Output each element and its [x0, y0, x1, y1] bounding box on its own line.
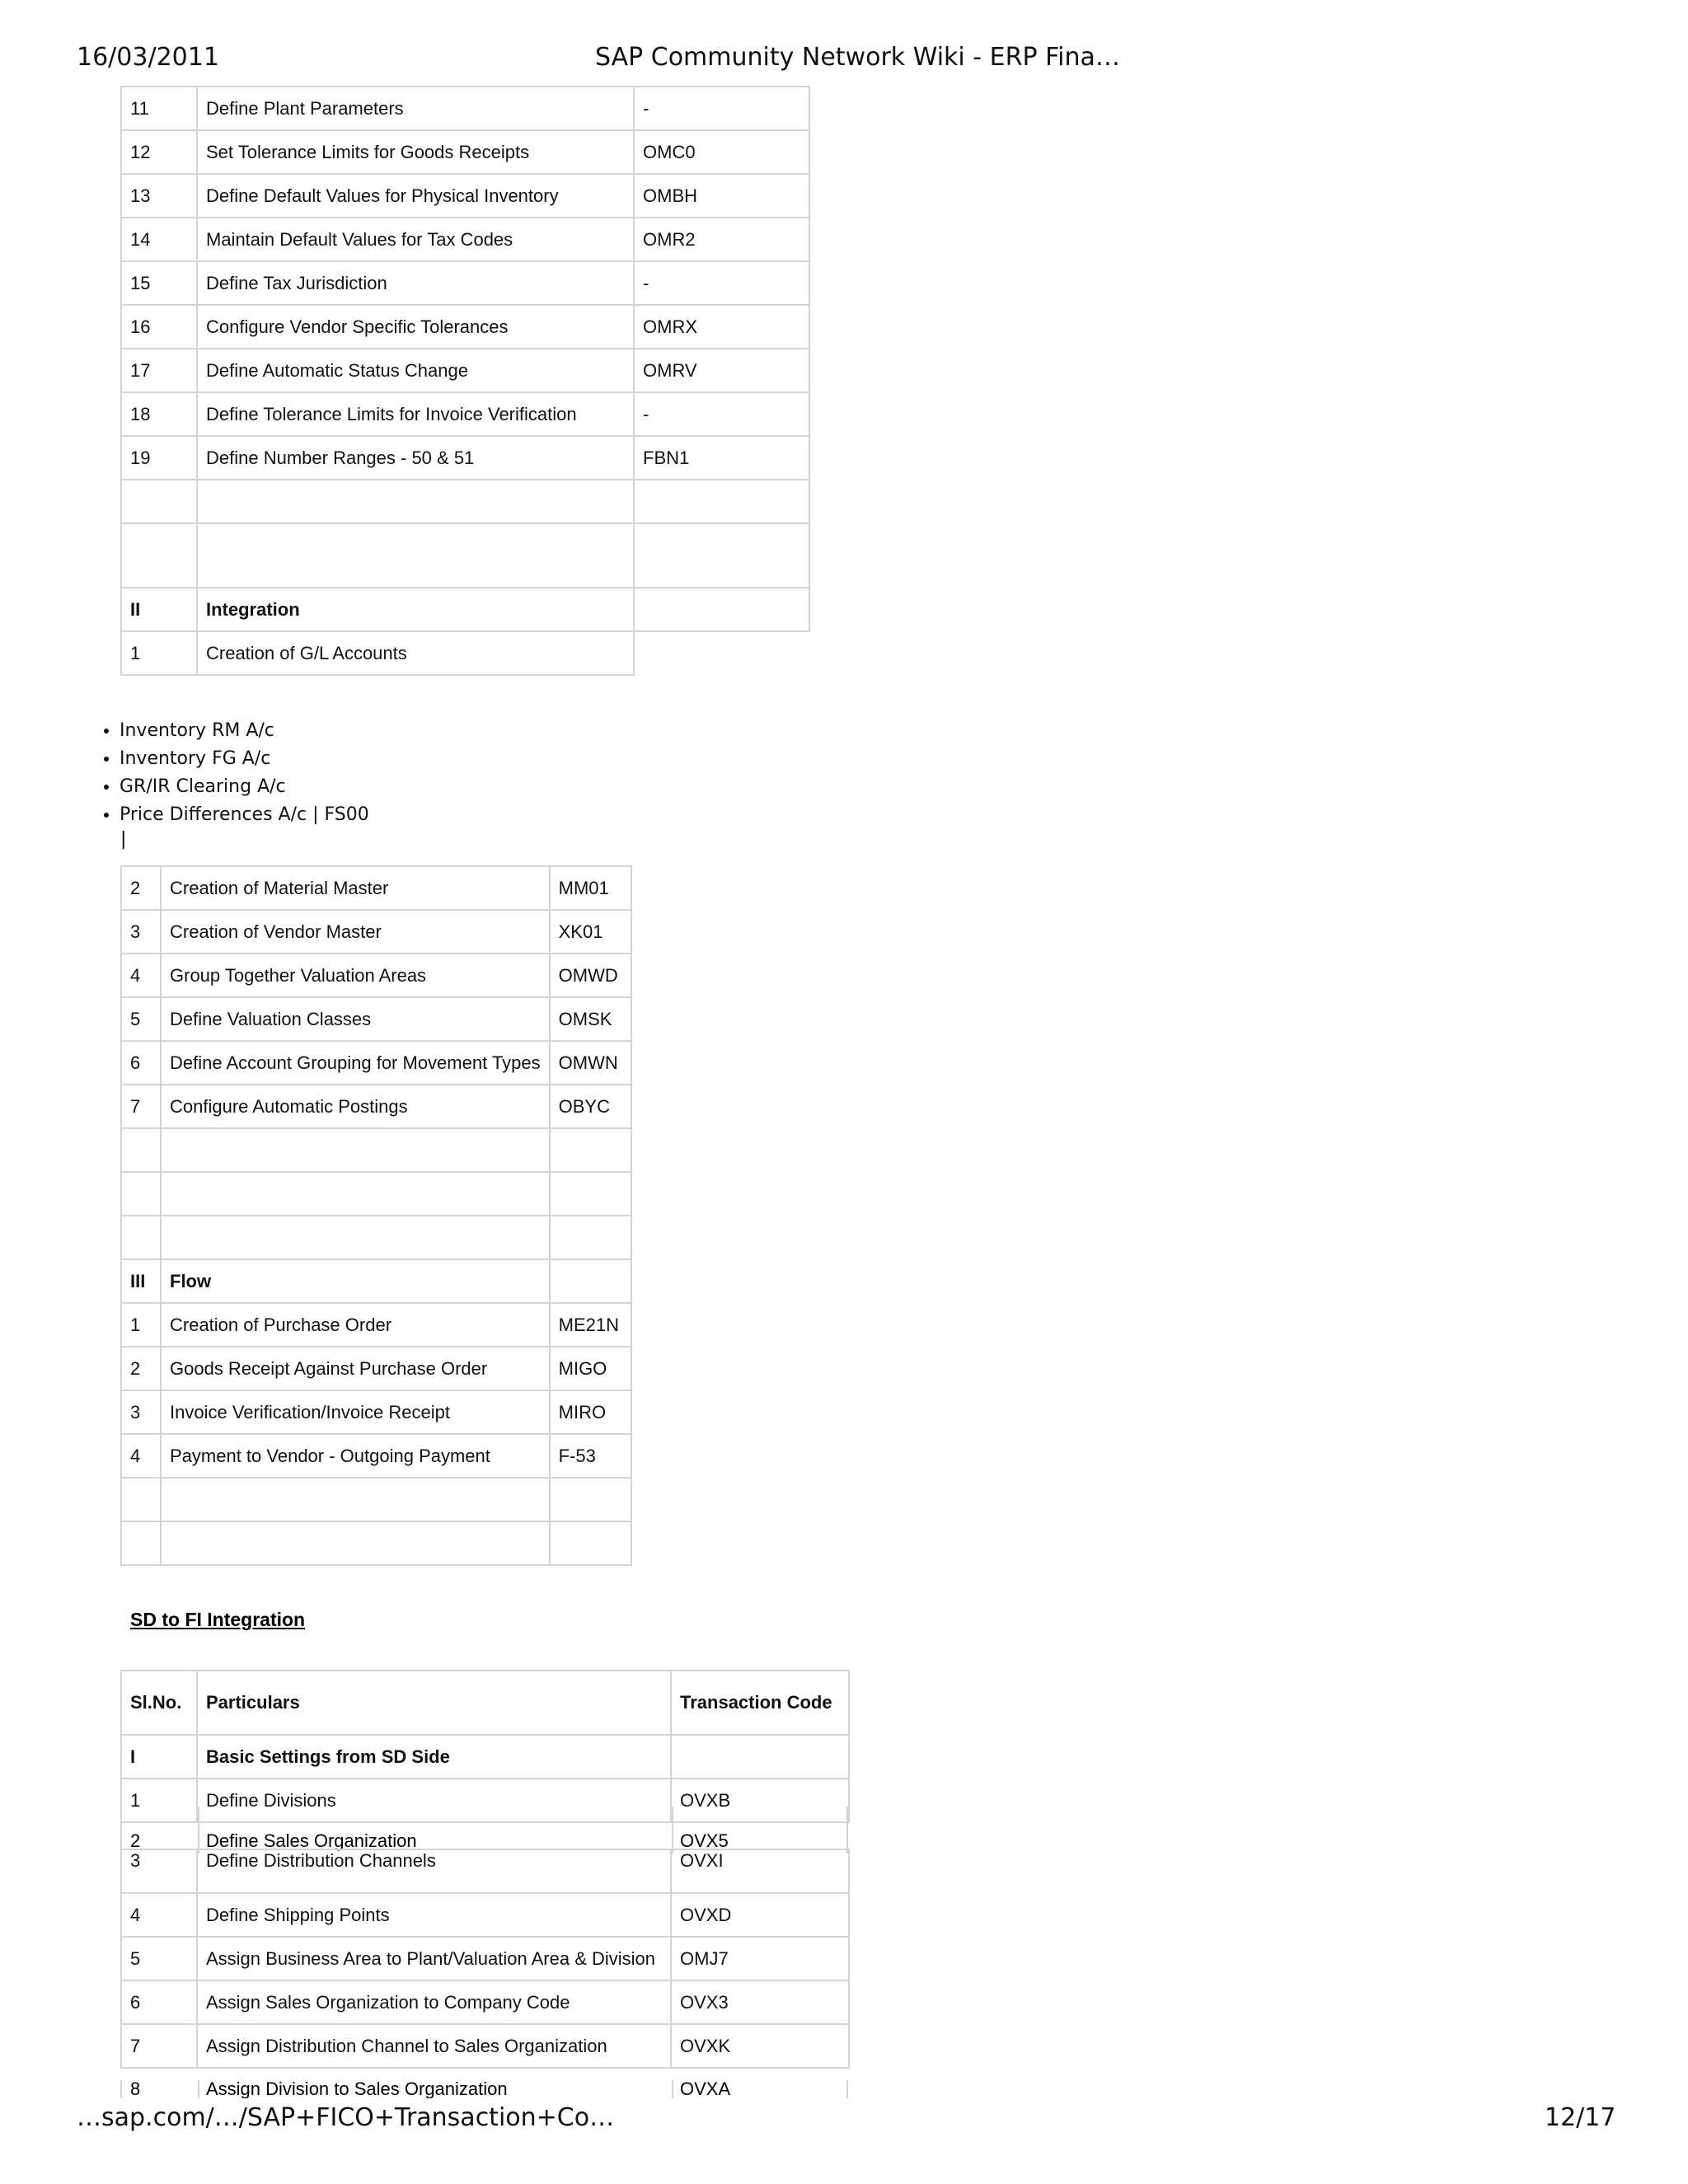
row-number: 8	[130, 2080, 141, 2098]
table-row	[121, 1303, 631, 1347]
row-tcode: OMJ7	[671, 1937, 849, 1980]
row-tcode: MIRO	[550, 1390, 631, 1434]
empty-row	[121, 480, 809, 523]
row-particulars: Define Valuation Classes	[161, 997, 550, 1041]
row-number: 2	[130, 1830, 141, 1851]
stray-pipe: |	[120, 829, 127, 850]
table-row	[121, 218, 809, 261]
row-particulars: Define Tolerance Limits for Invoice Verification	[197, 392, 634, 436]
row-particulars: Assign Distribution Channel to Sales Organization	[197, 2024, 671, 2068]
row-number: 12	[121, 130, 197, 174]
print-url: …sap.com/…/SAP+FICO+Transaction+Co…	[77, 2103, 615, 2132]
row-tcode: OBYC	[550, 1085, 631, 1128]
table-row	[121, 1893, 849, 1937]
row-number: 7	[121, 2024, 197, 2068]
row-number: 5	[121, 1937, 197, 1980]
print-date: 16/03/2011	[77, 43, 219, 72]
row-number: 13	[121, 174, 197, 218]
table-row	[121, 1347, 631, 1390]
row-particulars: Define Number Ranges - 50 & 51	[197, 436, 634, 480]
table-row	[121, 1849, 849, 1893]
row-tcode: OMC0	[634, 130, 809, 174]
row-particulars: Configure Automatic Postings	[161, 1085, 550, 1128]
row-tcode: OMRX	[634, 305, 809, 349]
row-particulars: Define Shipping Points	[197, 1893, 671, 1937]
row-tcode: XK01	[550, 910, 631, 954]
row-number: 7	[121, 1085, 161, 1128]
table-row	[121, 174, 809, 218]
row-tcode: OVXA	[680, 2080, 731, 2098]
row-particulars: Define Distribution Channels	[197, 1849, 671, 1893]
row-particulars: Define Plant Parameters	[197, 87, 634, 130]
empty-row	[121, 523, 809, 588]
row-particulars: Assign Division to Sales Organization	[206, 2080, 508, 2098]
row-tcode: ME21N	[550, 1303, 631, 1347]
row-particulars: Define Tax Jurisdiction	[197, 261, 634, 305]
section-row	[121, 1735, 849, 1779]
row-particulars: Define Automatic Status Change	[197, 349, 634, 392]
row-number: 1	[121, 631, 197, 675]
row-particulars: Assign Business Area to Plant/Valuation Area & Division	[197, 1937, 671, 1980]
row-number: 2	[121, 866, 161, 910]
row-tcode: OMSK	[550, 997, 631, 1041]
section-row	[121, 1259, 631, 1303]
row-number: 4	[121, 1893, 197, 1937]
row-tcode: -	[634, 87, 809, 130]
column-header-no: Sl.No.	[121, 1671, 197, 1735]
row-number: 4	[121, 954, 161, 997]
list-item: • Inventory FG A/c	[120, 745, 369, 773]
row-tcode: MIGO	[550, 1347, 631, 1390]
empty-row	[121, 1521, 631, 1565]
table-row	[121, 1980, 849, 2024]
row-number: 15	[121, 261, 197, 305]
section-row	[121, 588, 809, 631]
row-number: 17	[121, 349, 197, 392]
integration-flow-table	[120, 865, 632, 1566]
row-number: 4	[121, 1434, 161, 1478]
table-row	[121, 997, 631, 1041]
row-tcode: OVX5	[680, 1830, 729, 1851]
row-particulars: Creation of Vendor Master	[161, 910, 550, 954]
gl-accounts-list	[88, 717, 369, 829]
row-particulars: Define Account Grouping for Movement Types	[161, 1041, 550, 1085]
row-tcode: OMRV	[634, 349, 809, 392]
table-row	[121, 87, 809, 130]
table-row	[121, 866, 631, 910]
cut-table-row	[120, 2080, 848, 2098]
row-number: 2	[121, 1347, 161, 1390]
table-row	[121, 1085, 631, 1128]
table-row	[121, 1390, 631, 1434]
row-tcode: -	[634, 392, 809, 436]
table-row	[121, 1434, 631, 1478]
row-number: 16	[121, 305, 197, 349]
table-row	[121, 261, 809, 305]
row-number: 6	[121, 1041, 161, 1085]
page-number: 12/17	[1545, 2103, 1616, 2132]
table-row	[121, 436, 809, 480]
row-number: 19	[121, 436, 197, 480]
row-tcode: MM01	[550, 866, 631, 910]
section-title: Flow	[161, 1259, 550, 1303]
row-tcode: FBN1	[634, 436, 809, 480]
cut-table-row	[120, 1807, 848, 1854]
table-row	[121, 305, 809, 349]
sd-fi-table	[120, 1670, 850, 1823]
table-row	[121, 631, 809, 675]
row-number: 6	[121, 1980, 197, 2024]
row-particulars: Define Divisions	[197, 1779, 671, 1822]
column-header-tcode: Transaction Code	[671, 1671, 849, 1735]
section-heading: SD to FI Integration	[130, 1609, 306, 1630]
section-title: Basic Settings from SD Side	[197, 1735, 671, 1779]
row-particulars: Assign Sales Organization to Company Code	[197, 1980, 671, 2024]
row-number: 5	[121, 997, 161, 1041]
section-number: I	[121, 1735, 197, 1779]
row-number: 14	[121, 218, 197, 261]
row-particulars: Set Tolerance Limits for Goods Receipts	[197, 130, 634, 174]
table-row	[121, 392, 809, 436]
row-tcode: OVXK	[671, 2024, 849, 2068]
mm-config-table	[120, 86, 810, 676]
list-item: • GR/IR Clearing A/c	[120, 773, 369, 801]
row-tcode: OMR2	[634, 218, 809, 261]
row-particulars: Goods Receipt Against Purchase Order	[161, 1347, 550, 1390]
table-row	[121, 2024, 849, 2068]
section-number: III	[121, 1259, 161, 1303]
row-particulars: Configure Vendor Specific Tolerances	[197, 305, 634, 349]
row-tcode: OVXD	[671, 1893, 849, 1937]
row-tcode: OMWD	[550, 954, 631, 997]
row-particulars: Creation of G/L Accounts	[197, 631, 634, 675]
empty-row	[121, 1172, 631, 1216]
row-number: 1	[121, 1303, 161, 1347]
row-particulars: Maintain Default Values for Tax Codes	[197, 218, 634, 261]
table-header-row	[121, 1671, 849, 1735]
row-particulars: Creation of Material Master	[161, 866, 550, 910]
row-particulars: Define Default Values for Physical Inventory	[197, 174, 634, 218]
empty-row	[121, 1216, 631, 1259]
row-tcode: OVXB	[671, 1779, 849, 1822]
column-header-particulars: Particulars	[197, 1671, 671, 1735]
row-particulars: Define Sales Organization	[206, 1830, 417, 1851]
row-particulars: Creation of Purchase Order	[161, 1303, 550, 1347]
table-row	[121, 130, 809, 174]
sd-fi-table-continued	[120, 1849, 850, 2069]
row-tcode: OVXI	[671, 1849, 849, 1893]
row-number: 11	[121, 87, 197, 130]
table-row	[121, 910, 631, 954]
row-number: 3	[121, 1849, 197, 1893]
row-number: 3	[121, 910, 161, 954]
section-title: Integration	[197, 588, 634, 631]
row-particulars: Group Together Valuation Areas	[161, 954, 550, 997]
row-number: 18	[121, 392, 197, 436]
print-page-title: SAP Community Network Wiki - ERP Fina…	[595, 43, 1120, 72]
table-row	[121, 1041, 631, 1085]
row-tcode: OMBH	[634, 174, 809, 218]
empty-row	[121, 1128, 631, 1172]
row-particulars: Invoice Verification/Invoice Receipt	[161, 1390, 550, 1434]
table-row	[121, 1937, 849, 1980]
row-tcode: OVX3	[671, 1980, 849, 2024]
row-number: 3	[121, 1390, 161, 1434]
row-tcode: -	[634, 261, 809, 305]
list-item: • Inventory RM A/c	[120, 717, 369, 745]
list-item: • Price Differences A/c | FS00	[120, 801, 369, 829]
section-number: II	[121, 588, 197, 631]
table-row	[121, 954, 631, 997]
empty-row	[121, 1478, 631, 1521]
row-tcode: OMWN	[550, 1041, 631, 1085]
row-tcode: F-53	[550, 1434, 631, 1478]
table-row	[121, 349, 809, 392]
row-number: 1	[121, 1779, 197, 1822]
row-particulars: Payment to Vendor - Outgoing Payment	[161, 1434, 550, 1478]
